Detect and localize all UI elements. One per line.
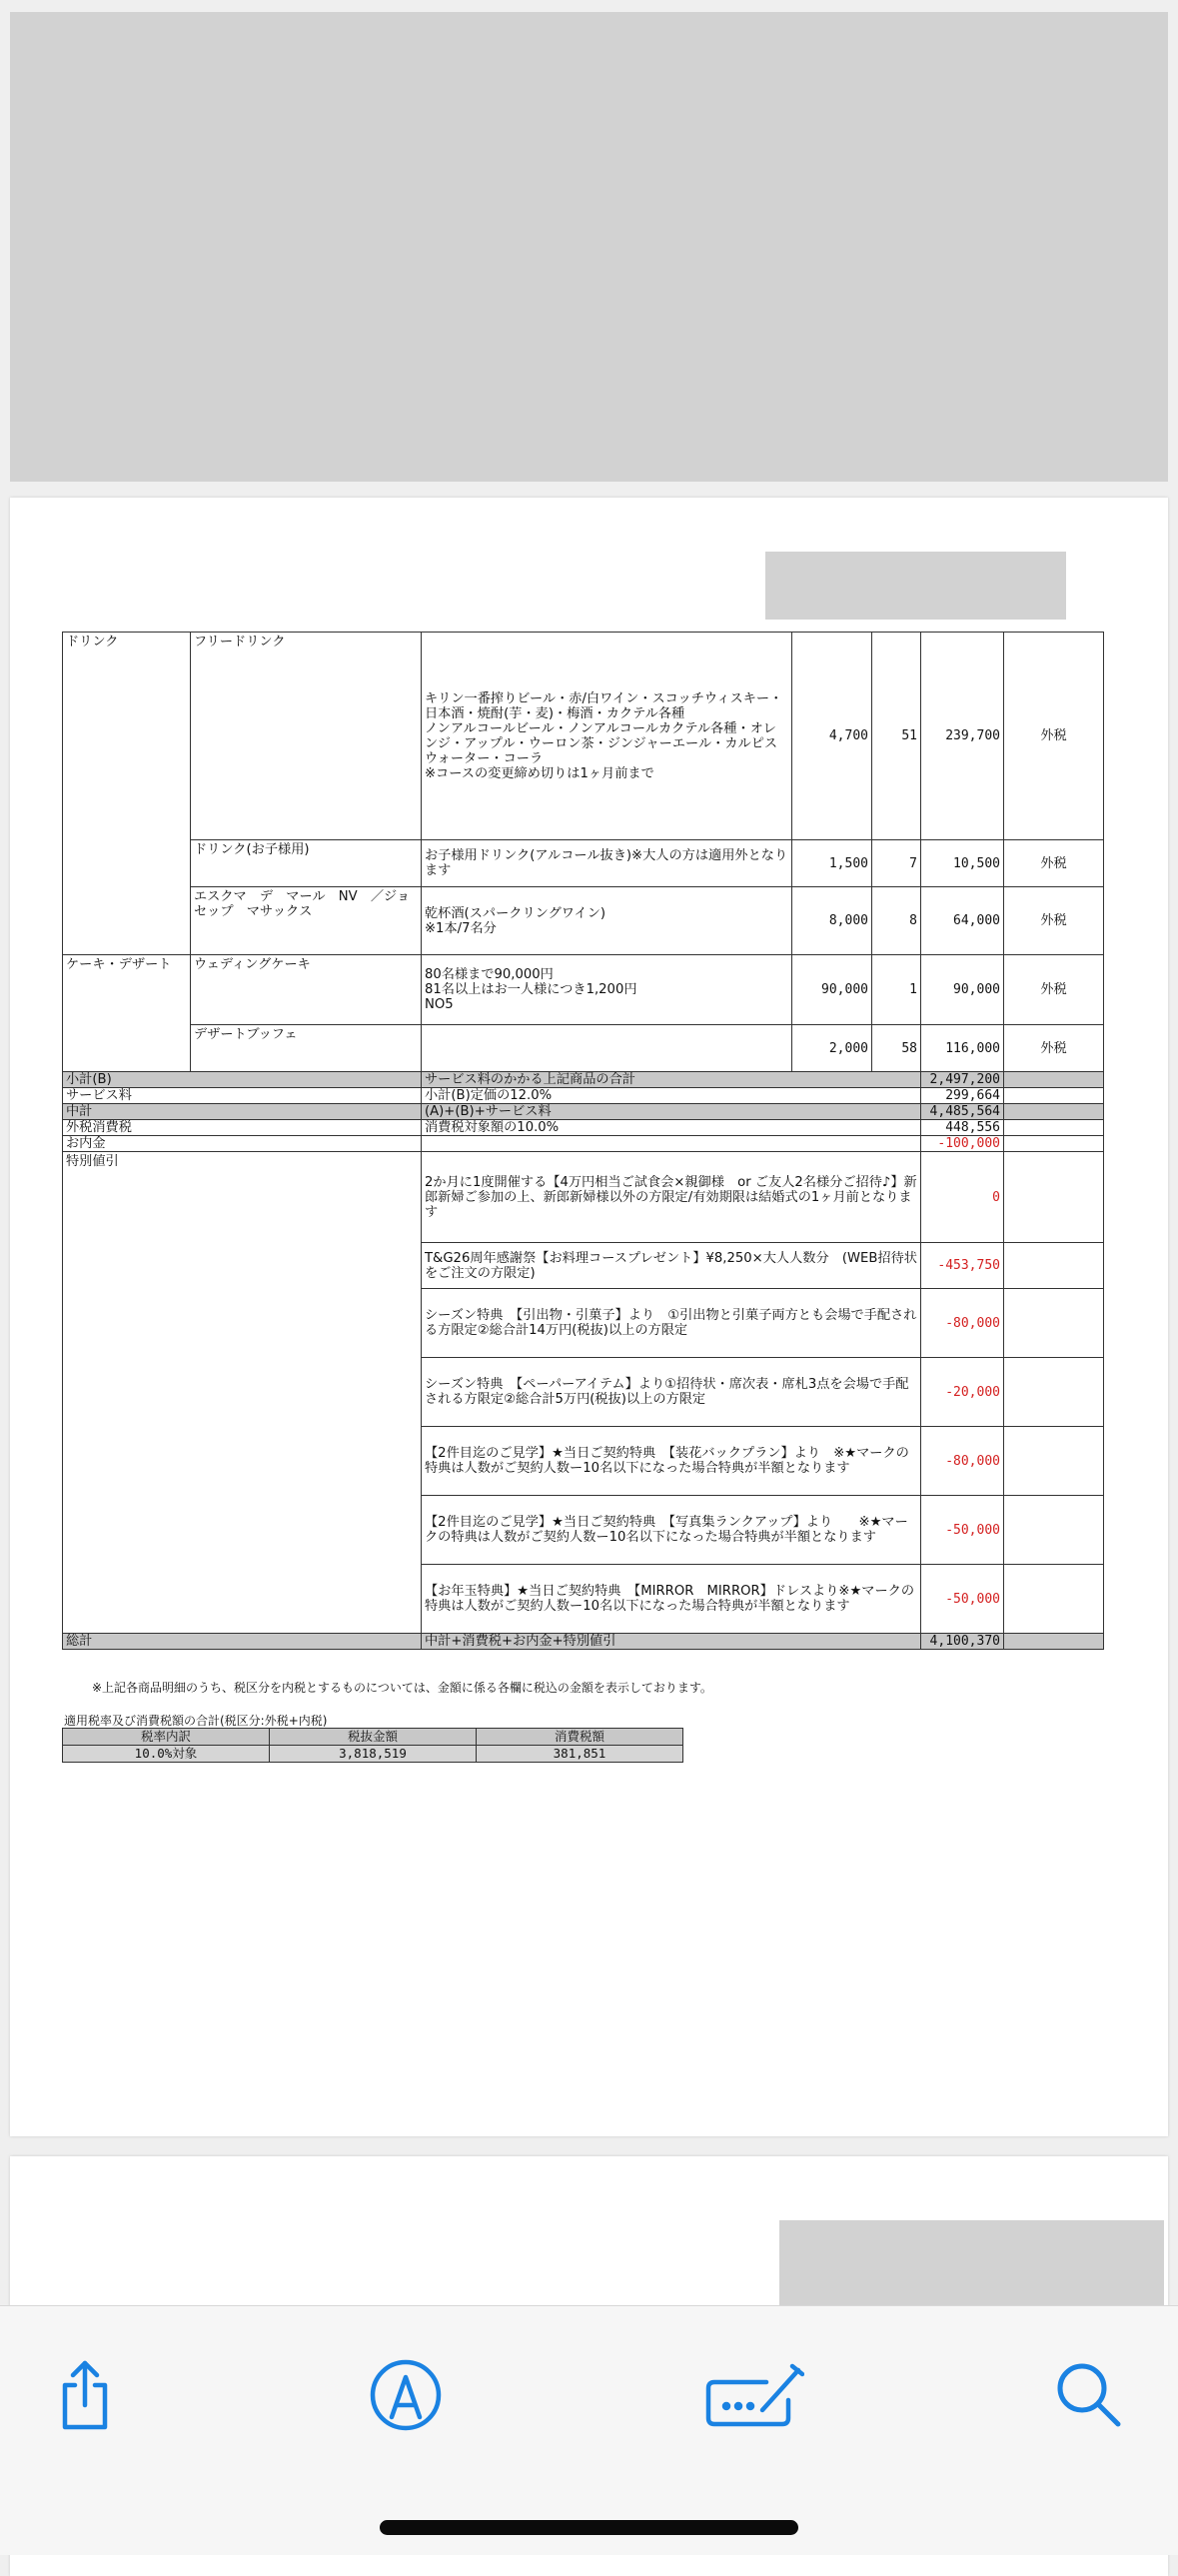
- table-row: [63, 840, 1104, 887]
- amount: 64,000: [921, 887, 1004, 955]
- discount-desc: シーズン特典 【引出物・引菓子】より ①引出物と引菓子両方とも会場で手配される方限定②総合計14万円(税抜)以上の方限定: [422, 1289, 921, 1358]
- item-name: ウェディングケーキ: [191, 955, 422, 1025]
- discount-row: [63, 1152, 1104, 1243]
- quantity: 1: [872, 955, 921, 1025]
- amount: 90,000: [921, 955, 1004, 1025]
- signature-icon: [704, 2362, 804, 2428]
- summary-amount: -100,000: [921, 1136, 1004, 1152]
- summary-amount: 448,556: [921, 1120, 1004, 1136]
- search-icon: [1054, 2360, 1124, 2430]
- summary-amount: 4,100,370: [921, 1634, 1004, 1650]
- footnote: ※上記各商品明細のうち、税区分を内税とするものについては、金額に係る各欄に税込の金額を表示しております。: [92, 1681, 712, 1695]
- unit-price: 1,500: [792, 840, 872, 887]
- summary-label: 小計(B): [63, 1072, 422, 1088]
- summary-desc: (A)+(B)+サービス料: [422, 1104, 921, 1120]
- tax-type: 外税: [1004, 955, 1104, 1025]
- discount-desc: T&G26周年感謝祭【お料理コースプレゼント】¥8,250×大人人数分 (WEB招待状をご注文の方限定): [422, 1243, 921, 1289]
- table-cell: 381,851: [477, 1746, 683, 1763]
- unit-price: 2,000: [792, 1025, 872, 1072]
- discount-amount: -20,000: [921, 1358, 1004, 1427]
- category-cell: ドリンク: [63, 633, 191, 955]
- category-cell: ケーキ・デザート: [63, 955, 191, 1072]
- discount-amount: -80,000: [921, 1427, 1004, 1496]
- quantity: 51: [872, 633, 921, 840]
- discount-desc: 【2件目迄のご見学】★当日ご契約特典 【装花バックプラン】より ※★マークの特典は人数がご契約人数ー10名以下になった場合特典が半額となります: [422, 1427, 921, 1496]
- table-header: [63, 1729, 683, 1746]
- item-name: デザートブッフェ: [191, 1025, 422, 1072]
- item-description: 80名様まで90,000円 81名以上はお一人様につき1,200円 NO5: [422, 955, 792, 1025]
- discount-desc: 2か月に1度開催する【4万円相当ご試食会×親御様 or ご友人2名様分ご招待♪】新郎新婦ご参加の上、新郎新婦様以外の方限定/有効期限は結婚式の1ヶ月前となります: [422, 1152, 921, 1243]
- home-indicator: [380, 2520, 798, 2535]
- item-name: エスクマ デ マール NV ／ジョセップ マサックス: [191, 887, 422, 955]
- discount-amount: 0: [921, 1152, 1004, 1243]
- share-button[interactable]: [40, 2350, 130, 2440]
- discount-amount: -453,750: [921, 1243, 1004, 1289]
- column-header: 税率内訳: [63, 1729, 270, 1746]
- column-header: 消費税額: [477, 1729, 683, 1746]
- discount-desc: 【お年玉特典】★当日ご契約特典 【MIRROR MIRROR】ドレスより※★マークの特典は人数がご契約人数ー10名以下になった場合特典が半額となります: [422, 1565, 921, 1634]
- bottom-toolbar: [0, 2305, 1178, 2555]
- tax-summary-table: [62, 1728, 683, 1763]
- item-name: フリードリンク: [191, 633, 422, 840]
- discount-label: 特別値引: [63, 1152, 422, 1634]
- search-button[interactable]: [1044, 2350, 1134, 2440]
- summary-label: お内金: [63, 1136, 422, 1152]
- summary-amount: 4,485,564: [921, 1104, 1004, 1120]
- item-description: キリン一番搾りビール・赤/白ワイン・スコッチウィスキー・日本酒・焼酎(芋・麦)・梅酒・カクテル各種 ノンアルコールビール・ノンアルコールカクテル各種・オレンジ・アップル・ウーロン茶・ジンジャーエール・カルピスウォーター・コーラ ※コースの変更締め切りは1ヶ月前まで: [422, 633, 792, 840]
- signature-button[interactable]: [699, 2350, 809, 2440]
- table-cell: 3,818,519: [270, 1746, 477, 1763]
- tax-type: 外税: [1004, 840, 1104, 887]
- subtotal-row: [63, 1072, 1104, 1088]
- table-row: [63, 633, 1104, 840]
- table-row: [63, 1025, 1104, 1072]
- summary-amount: 2,497,200: [921, 1072, 1004, 1088]
- markup-icon: [368, 2357, 444, 2433]
- discount-amount: -50,000: [921, 1496, 1004, 1565]
- markup-button[interactable]: [361, 2350, 451, 2440]
- column-header: 税抜金額: [270, 1729, 477, 1746]
- amount: 10,500: [921, 840, 1004, 887]
- quantity: 8: [872, 887, 921, 955]
- tax-table-caption: 適用税率及び消費税額の合計(税区分:外税+内税): [64, 1714, 328, 1728]
- summary-desc: 中計+消費税+お内金+特別値引: [422, 1634, 921, 1650]
- redacted-box: [765, 552, 1066, 620]
- discount-desc: シーズン特典 【ペーパーアイテム】より①招待状・席次表・席札3点を会場で手配される方限定②総合計5万円(税抜)以上の方限定: [422, 1358, 921, 1427]
- discount-amount: -80,000: [921, 1289, 1004, 1358]
- quantity: 58: [872, 1025, 921, 1072]
- summary-desc: 消費税対象額の10.0%: [422, 1120, 921, 1136]
- summary-label: 総計: [63, 1634, 422, 1650]
- discount-desc: 【2件目迄のご見学】★当日ご契約特典 【写真集ランクアップ】より ※★マークの特典は人数がご契約人数ー10名以下になった場合特典が半額となります: [422, 1496, 921, 1565]
- unit-price: 4,700: [792, 633, 872, 840]
- item-name: ドリンク(お子様用): [191, 840, 422, 887]
- item-description: 乾杯酒(スパークリングワイン) ※1本/7名分: [422, 887, 792, 955]
- share-icon: [53, 2359, 117, 2431]
- tax-type: 外税: [1004, 887, 1104, 955]
- redacted-header-area: [10, 12, 1168, 482]
- summary-desc: サービス料のかかる上記商品の合計: [422, 1072, 921, 1088]
- summary-label: 外税消費税: [63, 1120, 422, 1136]
- table-row: [63, 887, 1104, 955]
- unit-price: 90,000: [792, 955, 872, 1025]
- midtotal-row: [63, 1104, 1104, 1120]
- deposit-row: [63, 1136, 1104, 1152]
- service-charge-row: [63, 1088, 1104, 1104]
- table-row: [63, 1746, 683, 1763]
- tax-type: 外税: [1004, 633, 1104, 840]
- table-row: [63, 955, 1104, 1025]
- tax-row: [63, 1120, 1104, 1136]
- amount: 116,000: [921, 1025, 1004, 1072]
- item-description: お子様用ドリンク(アルコール抜き)※大人の方は適用外となります: [422, 840, 792, 887]
- summary-desc: 小計(B)定価の12.0%: [422, 1088, 921, 1104]
- estimate-table: [62, 632, 1104, 1650]
- summary-desc: [422, 1136, 921, 1152]
- document-page: [10, 498, 1168, 2136]
- summary-amount: 299,664: [921, 1088, 1004, 1104]
- item-description: [422, 1025, 792, 1072]
- summary-label: 中計: [63, 1104, 422, 1120]
- unit-price: 8,000: [792, 887, 872, 955]
- grand-total-row: [63, 1634, 1104, 1650]
- quantity: 7: [872, 840, 921, 887]
- amount: 239,700: [921, 633, 1004, 840]
- discount-amount: -50,000: [921, 1565, 1004, 1634]
- summary-label: サービス料: [63, 1088, 422, 1104]
- table-cell: 10.0%対象: [63, 1746, 270, 1763]
- tax-type: 外税: [1004, 1025, 1104, 1072]
